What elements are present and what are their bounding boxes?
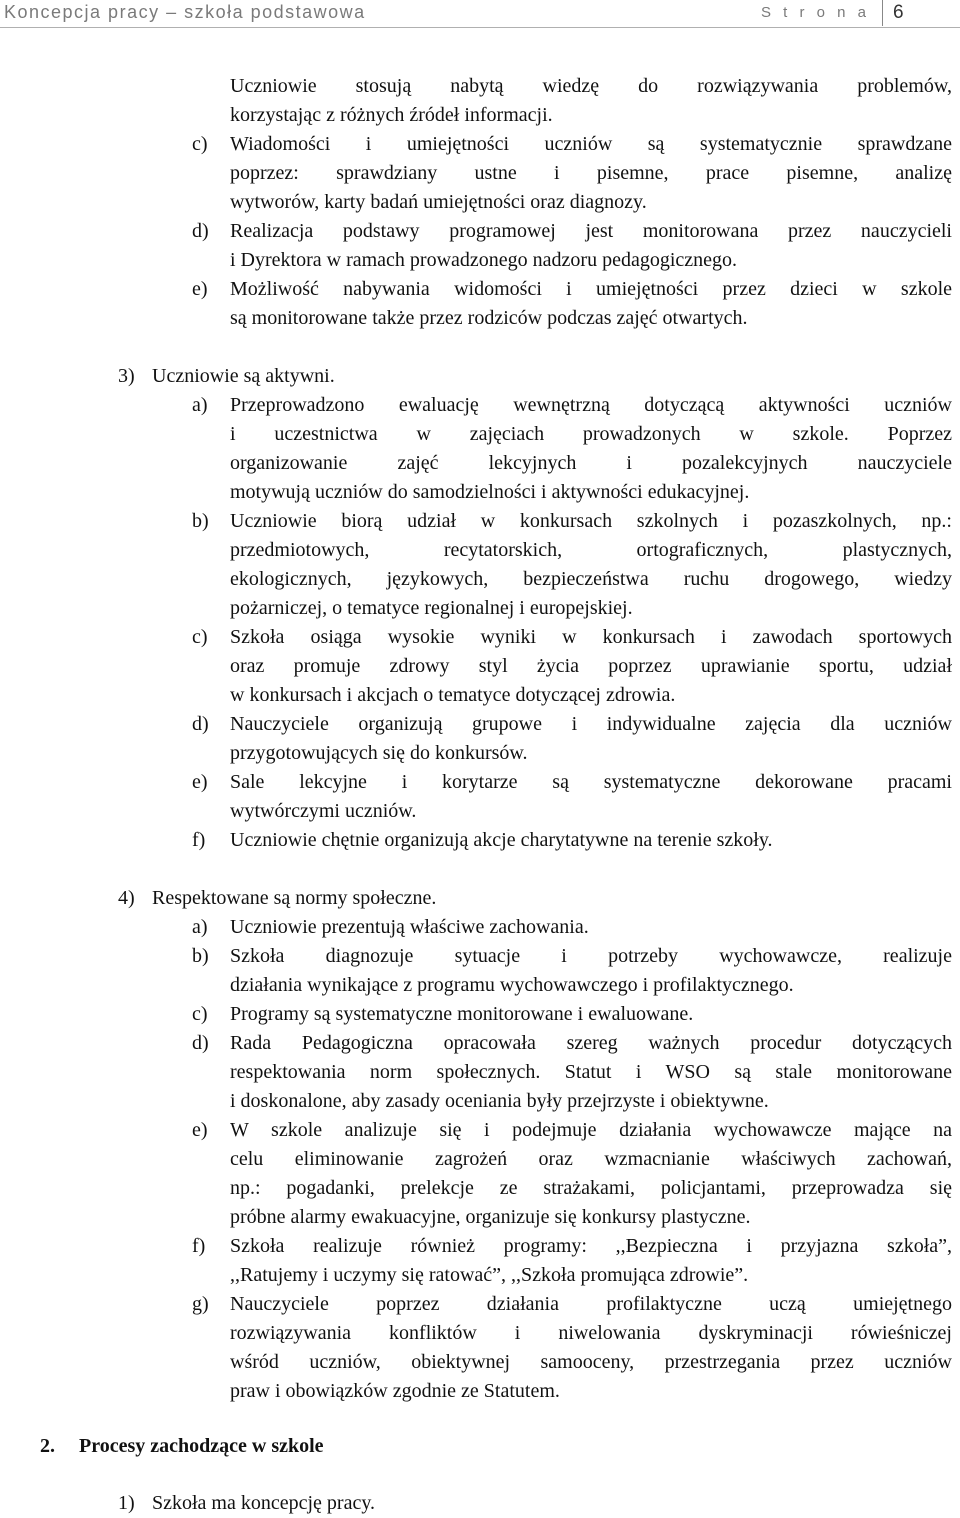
list-marker: b): [192, 510, 209, 532]
text-line: w konkursach i akcjach o tematyce dotyczącej zdrowia.: [230, 684, 676, 706]
text-line: Uczniowie biorą udział w konkursach szkolnych i pozaszkolnych, np.:: [230, 510, 952, 532]
list-marker: d): [192, 713, 209, 735]
text-line: praw i obowiązków zgodnie ze Statutem.: [230, 1380, 560, 1402]
list-marker: 4): [118, 887, 135, 909]
list-marker: 1): [118, 1492, 135, 1514]
list-marker: f): [192, 829, 206, 851]
page-number: 6: [882, 0, 904, 26]
text-line: wytwórczymi uczniów.: [230, 800, 417, 822]
text-line: przygotowujących się do konkursów.: [230, 742, 528, 764]
text-line: korzystając z różnych źródeł informacji.: [230, 104, 553, 126]
text-line: wśród uczniów, obiektywnej samooceny, przestrzegania przez uczniów: [230, 1351, 952, 1373]
text-line: poprzez: sprawdziany ustne i pisemne, prace pisemne, analizę: [230, 162, 952, 184]
list-marker: c): [192, 133, 208, 155]
text-line: Uczniowie są aktywni.: [152, 365, 335, 387]
text-line: Procesy zachodzące w szkole: [79, 1435, 324, 1457]
text-line: Sale lekcyjne i korytarze są systematyczne dekorowane pracami: [230, 771, 952, 793]
text-line: celu eliminowanie zagrożeń oraz wzmacnianie właściwych zachowań,: [230, 1148, 952, 1170]
text-line: i Dyrektora w ramach prowadzonego nadzoru pedagogicznego.: [230, 249, 738, 271]
list-marker: a): [192, 394, 208, 416]
document-title: Koncepcja pracy – szkoła podstawowa: [4, 2, 366, 22]
text-line: Uczniowie chętnie organizują akcje charytatywne na terenie szkoły.: [230, 829, 773, 851]
header-divider: [0, 27, 960, 28]
text-line: organizowanie zajęć lekcyjnych i pozalekcyjnych nauczyciele: [230, 452, 952, 474]
text-line: Możliwość nabywania widomości i umiejętności przez dzieci w szkole: [230, 278, 952, 300]
list-marker: d): [192, 1032, 209, 1054]
list-marker: e): [192, 771, 208, 793]
page-label: S t r o n a: [760, 4, 870, 21]
list-marker: c): [192, 1003, 208, 1025]
text-line: Uczniowie stosują nabytą wiedzę do rozwiązywania problemów,: [230, 75, 952, 97]
text-line: Szkoła diagnozuje sytuacje i potrzeby wychowawcze, realizuje: [230, 945, 952, 967]
text-line: respektowania norm społecznych. Statut i WSO są stale monitorowane: [230, 1061, 952, 1083]
text-line: Przeprowadzono ewaluację wewnętrzną dotyczącą aktywności uczniów: [230, 394, 952, 416]
list-marker: 2.: [40, 1435, 55, 1457]
text-line: Realizacja podstawy programowej jest monitorowana przez nauczycieli: [230, 220, 952, 242]
text-line: oraz promuje zdrowy styl życia poprzez uprawianie sportu, udział: [230, 655, 952, 677]
text-line: ekologicznych, językowych, bezpieczeństwa ruchu drogowego, wiedzy: [230, 568, 952, 590]
list-marker: g): [192, 1293, 209, 1315]
list-marker: b): [192, 945, 209, 967]
text-line: Rada Pedagogiczna opracowała szereg ważnych procedur dotyczących: [230, 1032, 952, 1054]
text-line: działania wynikające z programu wychowawczego i profilaktycznego.: [230, 974, 794, 996]
text-line: Szkoła realizuje również programy: ,,Bezpieczna i przyjazna szkoła”,: [230, 1235, 952, 1257]
text-line: i uczestnictwa w zajęciach prowadzonych w szkole. Poprzez: [230, 423, 952, 445]
text-line: Wiadomości i umiejętności uczniów są systematycznie sprawdzane: [230, 133, 952, 155]
text-line: próbne alarmy ewakuacyjne, organizuje się konkursy plastyczne.: [230, 1206, 751, 1228]
text-line: Nauczyciele organizują grupowe i indywidualne zajęcia dla uczniów: [230, 713, 952, 735]
list-marker: d): [192, 220, 209, 242]
text-line: pożarniczej, o tematyce regionalnej i europejskiej.: [230, 597, 633, 619]
list-marker: e): [192, 1119, 208, 1141]
list-marker: f): [192, 1235, 206, 1257]
text-line: i doskonalone, aby zasady oceniania były przejrzyste i obiektywne.: [230, 1090, 769, 1112]
list-marker: a): [192, 916, 208, 938]
list-marker: e): [192, 278, 208, 300]
text-line: motywują uczniów do samodzielności i aktywności edukacyjnej.: [230, 481, 750, 503]
text-line: Programy są systematyczne monitorowane i ewaluowane.: [230, 1003, 694, 1025]
text-line: np.: pogadanki, prelekcje ze strażakami, policjantami, przeprowadza się: [230, 1177, 952, 1199]
text-line: przedmiotowych, recytatorskich, ortograficznych, plastycznych,: [230, 539, 952, 561]
list-marker: c): [192, 626, 208, 648]
text-line: ,,Ratujemy i uczymy się ratować”, ,,Szkoła promująca zdrowie”.: [230, 1264, 749, 1286]
text-line: Nauczyciele poprzez działania profilaktyczne uczą umiejętnego: [230, 1293, 952, 1315]
text-line: W szkole analizuje się i podejmuje działania wychowawcze mające na: [230, 1119, 952, 1141]
text-line: wytworów, karty badań umiejętności oraz diagnozy.: [230, 191, 647, 213]
text-line: Szkoła ma koncepcję pracy.: [152, 1492, 376, 1514]
text-line: rozwiązywania konfliktów i niwelowania dyskryminacji rówieśniczej: [230, 1322, 952, 1344]
text-line: są monitorowane także przez rodziców podczas zajęć otwartych.: [230, 307, 748, 329]
text-line: Uczniowie prezentują właściwe zachowania.: [230, 916, 589, 938]
text-line: Respektowane są normy społeczne.: [152, 887, 437, 909]
text-line: Szkoła osiąga wysokie wyniki w konkursach i zawodach sportowych: [230, 626, 952, 648]
list-marker: 3): [118, 365, 135, 387]
page-header: [0, 0, 960, 28]
